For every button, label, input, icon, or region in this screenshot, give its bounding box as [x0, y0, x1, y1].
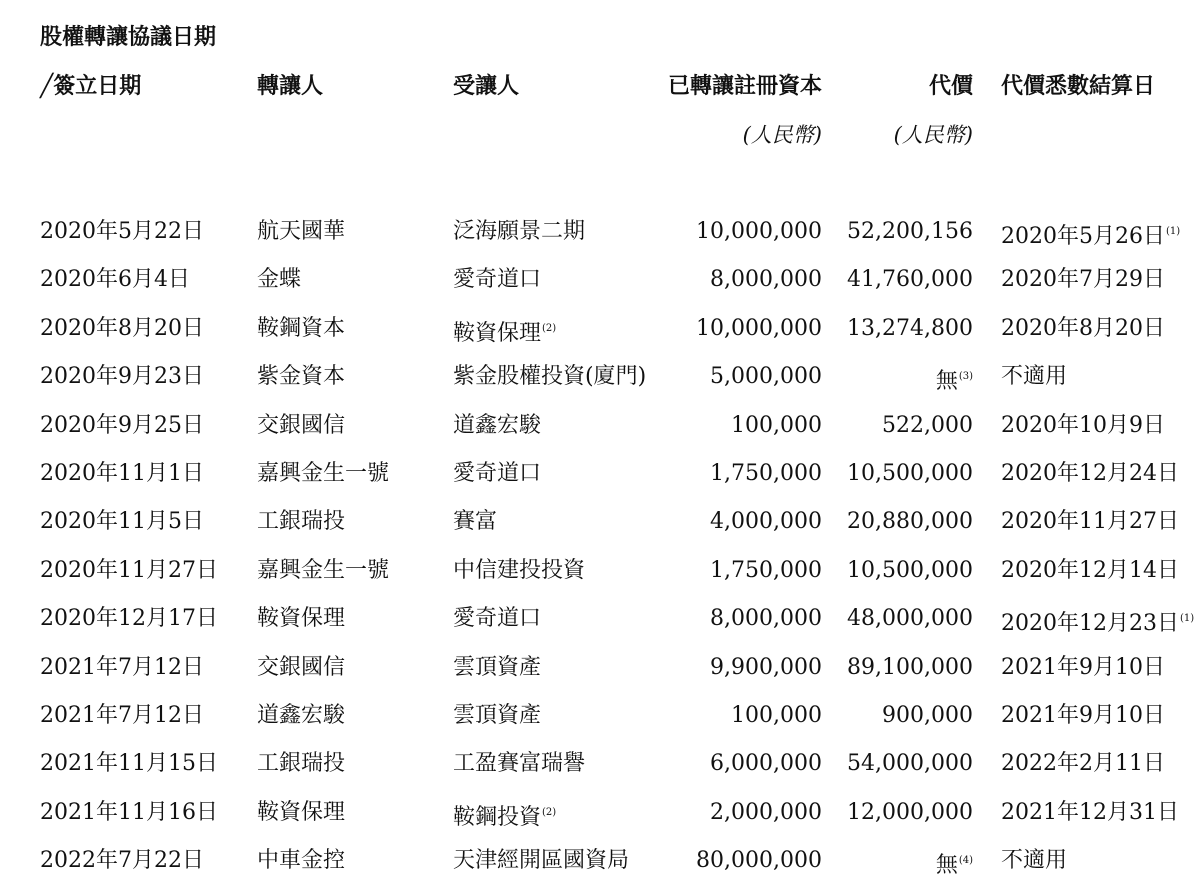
settlement-date-cell-text: 2020年8月20日 [1001, 315, 1165, 341]
capital-cell-text: 10,000,000 [696, 315, 822, 341]
capital-cell [710, 457, 822, 491]
header-consideration: 代價 [928, 74, 973, 99]
settlement-date-cell [1001, 263, 1165, 297]
header-agreement-date-line2: ╱簽立日期 [40, 74, 142, 99]
transferee-cell [453, 602, 541, 636]
agreement-date-cell-text: 2020年6月4日 [40, 267, 190, 293]
transferor-cell [257, 457, 389, 491]
unit-consideration: (人民幣) [893, 123, 973, 147]
transferee-cell-text: 愛奇道口 [453, 267, 542, 293]
settlement-date-cell [1001, 409, 1165, 443]
transferee-cell-text: 紫金股權投資(廈門) [453, 364, 647, 390]
transferor-cell [257, 651, 345, 685]
header-transferor: 轉讓人 [257, 74, 324, 99]
table-row [0, 602, 1197, 650]
capital-cell-text: 2,000,000 [710, 799, 822, 825]
settlement-date-cell-text: 2020年12月24日 [1001, 460, 1179, 486]
footnote-marker: (1) [1179, 613, 1195, 625]
transferee-cell-text: 道鑫宏駿 [453, 412, 542, 438]
table-row [0, 457, 1197, 505]
transferor-cell-text: 嘉興金生一號 [257, 557, 390, 583]
settlement-date-cell-text: 2021年12月31日 [1001, 799, 1179, 825]
transferee-cell [453, 360, 646, 394]
transferee-cell-text: 天津經開區國資局 [453, 848, 630, 874]
consideration-cell-text: 41,760,000 [847, 267, 973, 293]
consideration-cell [847, 554, 973, 588]
transferee-cell-text: 愛奇道口 [453, 460, 542, 486]
settlement-date-cell-text: 2020年5月26日 [1001, 224, 1165, 249]
agreement-date-cell-text: 2020年5月22日 [40, 219, 204, 244]
consideration-cell-text: 48,000,000 [847, 606, 973, 632]
transferee-cell [453, 312, 556, 351]
consideration-cell-text: 13,274,800 [847, 315, 973, 341]
settlement-date-cell [1001, 651, 1165, 685]
capital-cell [731, 409, 822, 443]
transferee-cell-text: 賽富 [453, 509, 498, 535]
capital-cell-text: 80,000,000 [696, 848, 822, 874]
agreement-date-cell [40, 360, 204, 394]
settlement-date-cell [1001, 215, 1180, 254]
settlement-date-cell [1001, 602, 1194, 641]
settlement-date-cell [1001, 360, 1067, 394]
settlement-date-cell [1001, 312, 1165, 346]
transferor-cell [257, 554, 389, 588]
transferor-cell-text: 嘉興金生一號 [257, 460, 390, 486]
footnote-marker: (4) [958, 855, 973, 867]
consideration-cell [847, 312, 973, 346]
capital-cell-text: 1,750,000 [710, 557, 822, 583]
settlement-date-cell [1001, 747, 1165, 781]
header-settlement-date: 代價悉數結算日 [1001, 74, 1156, 99]
transferor-cell-text: 工銀瑞投 [257, 509, 346, 535]
transferor-cell-text: 道鑫宏駿 [257, 702, 346, 728]
consideration-cell [847, 796, 973, 830]
agreement-date-cell [40, 747, 218, 781]
transferor-cell-text: 航天國華 [257, 219, 346, 244]
agreement-date-cell-text: 2020年11月1日 [40, 460, 204, 486]
capital-cell [696, 844, 822, 878]
consideration-cell-text: 52,200,156 [847, 219, 973, 244]
footnote-marker: (2) [542, 806, 557, 818]
agreement-date-cell [40, 505, 204, 539]
agreement-date-cell-text: 2020年11月5日 [40, 509, 204, 535]
transferor-cell [257, 215, 345, 249]
capital-cell [710, 651, 822, 685]
agreement-date-cell-text: 2020年11月27日 [40, 557, 218, 583]
settlement-date-cell-text: 2020年12月14日 [1001, 557, 1179, 583]
agreement-date-cell-text: 2022年7月22日 [40, 848, 204, 874]
settlement-date-cell-text: 2020年12月23日 [1001, 611, 1179, 637]
consideration-cell-text: 無 [935, 853, 958, 879]
settlement-date-cell-text: 2021年9月10日 [1001, 702, 1165, 728]
agreement-date-cell-text: 2020年9月23日 [40, 364, 204, 390]
agreement-date-cell [40, 215, 204, 249]
transferee-cell [453, 796, 556, 835]
transferor-cell-text: 交銀國信 [257, 654, 346, 680]
capital-cell [710, 505, 822, 539]
agreement-date-cell [40, 409, 204, 443]
agreement-date-cell [40, 263, 190, 297]
capital-cell [731, 699, 822, 733]
agreement-date-cell-text: 2020年12月17日 [40, 606, 218, 632]
transferee-cell [453, 409, 541, 443]
transferor-cell [257, 699, 345, 733]
settlement-date-cell [1001, 699, 1165, 733]
consideration-cell [847, 457, 973, 491]
consideration-cell-text: 10,500,000 [847, 460, 973, 486]
settlement-date-cell [1001, 457, 1179, 491]
settlement-date-cell [1001, 554, 1179, 588]
footnote-marker: (1) [1165, 226, 1181, 237]
header-transferred-capital: 已轉讓註冊資本 [667, 74, 822, 99]
transferor-cell-text: 紫金資本 [257, 364, 346, 390]
agreement-date-cell [40, 699, 204, 733]
transferee-cell-text: 雲頂資產 [453, 654, 542, 680]
consideration-cell [847, 602, 973, 636]
agreement-date-cell [40, 602, 218, 636]
table-row [0, 554, 1197, 602]
transferee-cell-text: 泛海願景二期 [453, 219, 586, 244]
transferee-cell [453, 844, 629, 878]
settlement-date-cell-text: 2022年2月11日 [1001, 751, 1165, 777]
transferor-cell [257, 796, 345, 830]
transferee-cell-text: 工盈賽富瑞譽 [453, 751, 586, 777]
transferee-cell [453, 651, 541, 685]
transferee-cell-text: 中信建投投資 [453, 557, 586, 583]
transferor-cell [257, 312, 345, 346]
consideration-cell-text: 12,000,000 [847, 799, 973, 825]
table-row [0, 360, 1197, 408]
consideration-cell [847, 747, 973, 781]
transferor-cell [257, 844, 345, 878]
table-row [0, 796, 1197, 844]
transferor-cell [257, 602, 345, 636]
table-row [0, 312, 1197, 360]
consideration-cell [847, 215, 973, 249]
capital-cell-text: 100,000 [731, 412, 822, 438]
settlement-date-cell-text: 2020年7月29日 [1001, 267, 1165, 293]
consideration-cell-text: 無 [935, 369, 958, 395]
transferor-cell [257, 505, 345, 539]
settlement-date-cell [1001, 505, 1179, 539]
capital-cell [710, 796, 822, 830]
consideration-cell-text: 20,880,000 [847, 509, 973, 535]
capital-cell-text: 8,000,000 [710, 606, 822, 632]
footnote-marker: (2) [542, 322, 557, 334]
agreement-date-cell [40, 457, 204, 491]
table-row [0, 651, 1197, 699]
consideration-cell-text: 900,000 [882, 702, 973, 728]
table-row [0, 505, 1197, 553]
transferor-cell-text: 工銀瑞投 [257, 751, 346, 777]
table-row [0, 263, 1197, 311]
capital-cell [710, 360, 822, 394]
capital-cell-text: 4,000,000 [710, 509, 822, 535]
capital-cell-text: 10,000,000 [696, 219, 822, 244]
table-row [0, 844, 1197, 892]
transferee-cell-text: 鞍資保理 [453, 320, 542, 346]
transferor-cell [257, 409, 345, 443]
agreement-date-cell [40, 844, 204, 878]
settlement-date-cell-text: 不適用 [1001, 848, 1068, 874]
consideration-cell [882, 409, 973, 443]
transferor-cell [257, 263, 301, 297]
agreement-date-cell-text: 2020年8月20日 [40, 315, 204, 341]
transferee-cell-text: 愛奇道口 [453, 606, 542, 632]
transferor-cell-text: 鞍資保理 [257, 606, 346, 632]
transferee-cell [453, 747, 585, 781]
settlement-date-cell-text: 2020年10月9日 [1001, 412, 1165, 438]
agreement-date-cell [40, 651, 204, 685]
table-body [0, 215, 1197, 887]
transferee-cell [453, 505, 497, 539]
transferor-cell-text: 鞍鋼資本 [257, 315, 346, 341]
transferee-cell-text: 鞍鋼投資 [453, 804, 542, 830]
unit-capital: (人民幣) [742, 123, 822, 147]
settlement-date-cell-text: 不適用 [1001, 364, 1068, 390]
transferee-cell [453, 215, 585, 249]
capital-cell-text: 8,000,000 [710, 267, 822, 293]
capital-cell-text: 5,000,000 [710, 364, 822, 390]
capital-cell [710, 263, 822, 297]
consideration-cell-text: 522,000 [882, 412, 973, 438]
settlement-date-cell-text: 2021年9月10日 [1001, 654, 1165, 680]
table-row [0, 699, 1197, 747]
settlement-date-cell [1001, 844, 1067, 878]
capital-cell [696, 215, 822, 249]
agreement-date-cell [40, 312, 204, 346]
agreement-date-cell [40, 796, 218, 830]
agreement-date-cell-text: 2021年7月12日 [40, 702, 204, 728]
capital-cell [696, 312, 822, 346]
transferee-cell [453, 263, 541, 297]
transferor-cell [257, 747, 345, 781]
capital-cell-text: 1,750,000 [710, 460, 822, 486]
transferee-cell [453, 699, 541, 733]
capital-cell [710, 554, 822, 588]
consideration-cell [882, 699, 973, 733]
agreement-date-cell-text: 2021年11月15日 [40, 751, 218, 777]
agreement-date-cell-text: 2021年7月12日 [40, 654, 204, 680]
capital-cell [710, 602, 822, 636]
transferee-cell [453, 554, 585, 588]
transferee-cell [453, 457, 541, 491]
capital-cell-text: 9,900,000 [710, 654, 822, 680]
footnote-marker: (3) [958, 371, 973, 383]
consideration-cell [847, 505, 973, 539]
agreement-date-cell-text: 2021年11月16日 [40, 799, 218, 825]
transferor-cell [257, 360, 345, 394]
transferor-cell-text: 中車金控 [257, 848, 346, 874]
transferor-cell-text: 金蝶 [257, 267, 302, 293]
consideration-cell [847, 263, 973, 297]
consideration-cell-text: 89,100,000 [847, 654, 973, 680]
capital-cell [710, 747, 822, 781]
capital-cell-text: 100,000 [731, 702, 822, 728]
consideration-cell [847, 651, 973, 685]
capital-cell-text: 6,000,000 [710, 751, 822, 777]
consideration-cell [936, 360, 973, 399]
consideration-cell-text: 10,500,000 [847, 557, 973, 583]
table-row [0, 215, 1197, 263]
settlement-date-cell-text: 2020年11月27日 [1001, 509, 1179, 535]
transferor-cell-text: 交銀國信 [257, 412, 346, 438]
consideration-cell-text: 54,000,000 [847, 751, 973, 777]
transferor-cell-text: 鞍資保理 [257, 799, 346, 825]
consideration-cell [936, 844, 973, 883]
transferee-cell-text: 雲頂資產 [453, 702, 542, 728]
settlement-date-cell [1001, 796, 1179, 830]
table-row [0, 409, 1197, 457]
agreement-date-cell [40, 554, 218, 588]
header-agreement-date-line1: 股權轉讓協議日期 [40, 25, 217, 50]
table-row [0, 747, 1197, 795]
agreement-date-cell-text: 2020年9月25日 [40, 412, 204, 438]
header-transferee: 受讓人 [453, 74, 520, 99]
